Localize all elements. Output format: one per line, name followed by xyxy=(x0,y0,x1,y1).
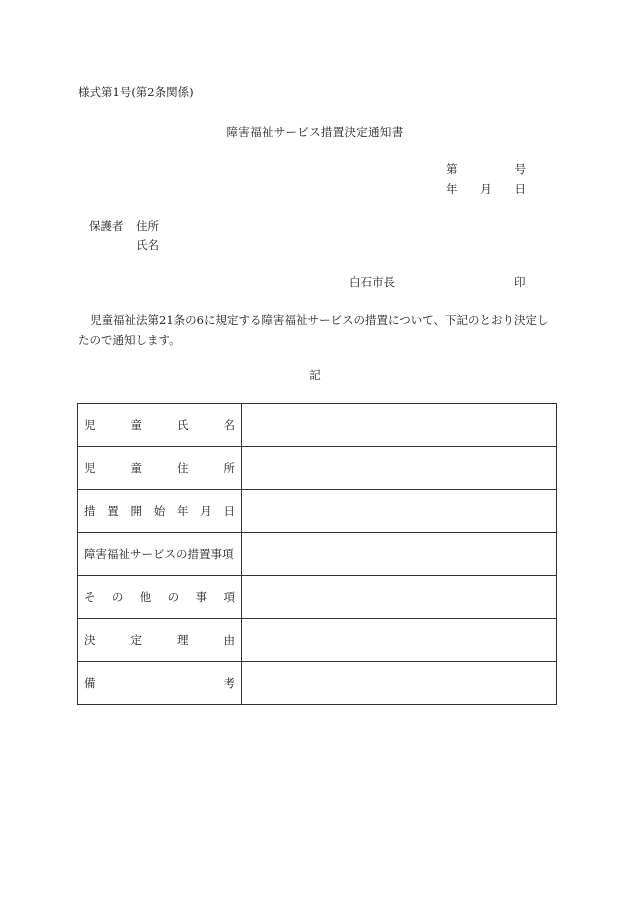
row-label-cell xyxy=(78,447,242,490)
row-label-char: 所 xyxy=(223,461,235,475)
row-value-cell[interactable] xyxy=(242,619,557,662)
row-label-char: 他 xyxy=(139,590,152,604)
row-label-char: 措 xyxy=(84,504,96,518)
decision-reason-row xyxy=(78,619,557,662)
row-label-char: 置 xyxy=(107,504,119,518)
seal-mark: 印 xyxy=(514,275,526,289)
row-label xyxy=(84,503,235,519)
child-address-row xyxy=(78,447,557,490)
row-label-char: 備 xyxy=(84,676,96,690)
row-label-char: の xyxy=(167,590,180,604)
row-label-char: 事 xyxy=(195,590,208,604)
issuer-name: 白石市長 xyxy=(349,275,395,289)
address-label: 住所 xyxy=(136,219,159,233)
name-label: 氏名 xyxy=(136,238,159,252)
row-label-char: 日 xyxy=(223,504,235,518)
row-label xyxy=(84,417,235,433)
row-label-cell xyxy=(78,662,242,705)
service-measure-row xyxy=(78,533,557,576)
row-label-char: 名 xyxy=(223,418,235,432)
record-table xyxy=(77,403,557,705)
date-month: 月 xyxy=(480,182,492,196)
row-label-cell xyxy=(78,619,242,662)
row-value-cell[interactable] xyxy=(242,404,557,447)
document-number-line xyxy=(446,161,526,177)
row-label-char: 氏 xyxy=(177,418,189,432)
row-value-cell[interactable] xyxy=(242,447,557,490)
row-label-char: 決 xyxy=(84,633,96,647)
date-year: 年 xyxy=(446,182,458,196)
row-label-cell xyxy=(78,490,242,533)
row-label-char: 月 xyxy=(200,504,212,518)
row-label-cell xyxy=(78,404,242,447)
number-dai: 第 xyxy=(446,162,458,176)
row-label-char: 始 xyxy=(153,504,166,518)
date-day: 日 xyxy=(514,182,526,196)
body-text: 児童福祉法第21条の6に規定する障害福祉サービスの措置について、下記のとおり決定したので通知します。 xyxy=(78,313,549,347)
row-label-char: そ xyxy=(84,590,96,604)
row-value-cell[interactable] xyxy=(242,662,557,705)
row-label-cell xyxy=(78,533,242,576)
row-label-char: 障害福祉サービスの措置事項 xyxy=(84,547,234,561)
row-label-char: 開 xyxy=(130,504,142,518)
row-label xyxy=(84,675,235,691)
row-value-cell[interactable] xyxy=(242,576,557,619)
row-label-char: 童 xyxy=(130,418,142,432)
document-title: 障害福祉サービス措置決定通知書 xyxy=(226,125,404,139)
child-name-row xyxy=(78,404,557,447)
row-label xyxy=(84,632,235,648)
row-value-cell[interactable] xyxy=(242,533,557,576)
form-number: 様式第1号(第2条関係) xyxy=(78,85,194,99)
row-label-char: 年 xyxy=(177,504,189,518)
date-line xyxy=(446,181,526,197)
row-label-char: 考 xyxy=(223,676,235,690)
row-label xyxy=(84,460,235,476)
row-label-char: 項 xyxy=(223,590,235,604)
row-label-char: 由 xyxy=(223,633,235,647)
row-label-char: の xyxy=(111,590,124,604)
row-label xyxy=(84,589,235,605)
row-label-char: 児 xyxy=(84,461,96,475)
row-label-char: 童 xyxy=(130,461,142,475)
row-label-cell xyxy=(78,576,242,619)
other-matters-row xyxy=(78,576,557,619)
ki-heading: 記 xyxy=(309,368,321,382)
row-label-char: 理 xyxy=(177,633,189,647)
number-go: 号 xyxy=(514,162,526,176)
row-label-char: 児 xyxy=(84,418,96,432)
row-value-cell[interactable] xyxy=(242,490,557,533)
row-label xyxy=(84,546,235,562)
remarks-row xyxy=(78,662,557,705)
row-label-char: 住 xyxy=(177,461,189,475)
measure-start-date-row xyxy=(78,490,557,533)
guardian-label: 保護者 xyxy=(89,219,124,233)
row-label-char: 定 xyxy=(130,633,142,647)
